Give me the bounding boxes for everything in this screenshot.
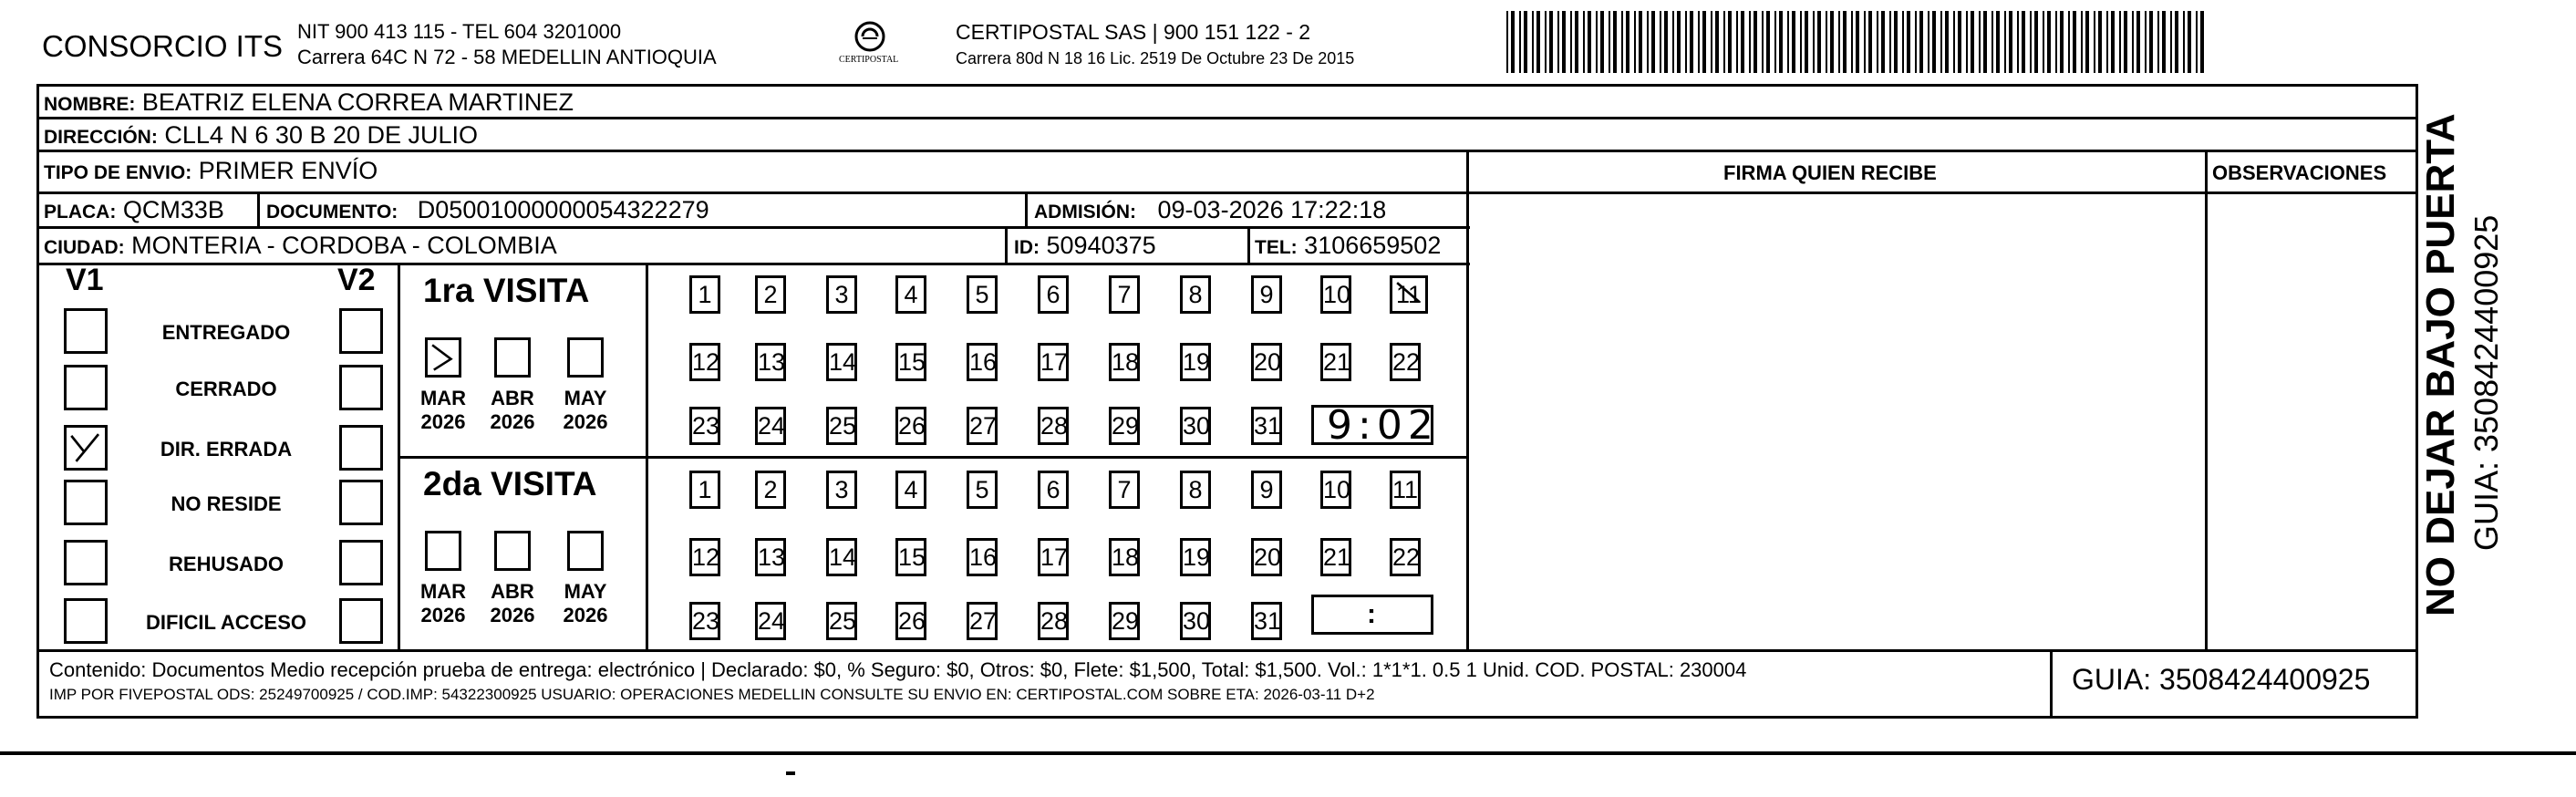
second-visit-month-checkbox[interactable] [567,531,604,571]
first-visit-day-box[interactable] [689,407,720,445]
first-visit-day-number: 9 [1259,281,1274,308]
second-visit-day-box[interactable] [1251,538,1282,576]
second-visit-day-box[interactable] [755,471,786,509]
tipo-row [44,155,378,189]
documento-row [266,194,709,228]
first-visit-day-box[interactable] [1180,275,1211,314]
first-visit-month-checkbox[interactable] [425,337,461,378]
first-visit-day-number: 6 [1046,281,1060,308]
first-visit-day-number: 10 [1323,281,1351,308]
second-visit-day-box[interactable] [895,538,926,576]
first-visit-day-number: 24 [758,412,786,440]
first-visit-day-box[interactable] [1109,275,1140,314]
tel-label: TEL: [1255,237,1298,258]
second-visit-day-box[interactable] [1038,538,1069,576]
second-visit-day-number: 13 [758,543,786,571]
first-visit-day-number: 18 [1112,348,1140,376]
second-visit-day-box[interactable] [1320,471,1351,509]
second-visit-month-checkbox[interactable] [494,531,531,571]
first-visit-day-box[interactable] [1180,407,1211,445]
second-visit-day-box[interactable] [967,471,998,509]
v1-checkbox[interactable] [64,425,108,471]
first-visit-day-box[interactable] [1251,407,1282,445]
second-visit-day-box[interactable] [967,538,998,576]
second-visit-title: 2da VISITA [423,465,597,502]
footer-contenido: Contenido: Documentos Medio recepción prueba de entrega: electrónico | Declarado: $0, % Seguro: $0, Otros: $0, Flete: $1,500, Total: $1,500. Vol.: 1*1*1. 0.5 1 Unid. COD. POSTAL: 230004 [49,658,1747,681]
first-visit-day-box[interactable] [755,407,786,445]
second-visit-day-number: 8 [1188,476,1203,503]
first-visit-month-label: MAY [564,387,607,409]
first-visit-day-number: 28 [1040,412,1069,440]
first-visit-day-box[interactable] [755,275,786,314]
first-visit-day-box[interactable] [1038,407,1069,445]
v1-checkbox[interactable] [64,365,108,410]
second-visit-day-number: 9 [1259,476,1274,503]
second-visit-day-number: 25 [829,607,857,635]
ciudad-value: MONTERIA - CORDOBA - COLOMBIA [131,232,557,259]
first-visit-day-box[interactable] [895,343,926,381]
second-visit-day-number: 3 [834,476,849,503]
observaciones-header: OBSERVACIONES [2212,161,2387,184]
id-label: ID: [1014,237,1040,258]
barcode [1505,11,2207,73]
second-visit-day-box[interactable] [895,602,926,640]
second-visit-day-number: 5 [975,476,989,503]
second-visit-month-checkbox[interactable] [425,531,461,571]
first-visit-day-number: 25 [829,412,857,440]
placa-row [44,194,224,228]
second-visit-day-box[interactable] [1038,602,1069,640]
second-visit-day-box[interactable] [689,538,720,576]
first-visit-day-box[interactable] [826,343,857,381]
second-visit-month-label: MAY [564,580,607,603]
second-visit-day-number: 7 [1117,476,1132,503]
first-visit-day-number: 31 [1254,412,1282,440]
reason-label: DIFICIL ACCESO [145,611,306,634]
reason-label: DIR. ERRADA [160,438,293,461]
second-visit-day-number: 12 [692,543,720,571]
reason-label: CERRADO [175,378,277,400]
second-visit-day-box[interactable] [689,471,720,509]
footer-guia: GUIA: 3508424400925 [2072,663,2371,696]
first-visit-day-box[interactable] [1109,343,1140,381]
nombre-row [44,87,574,120]
second-visit-day-number: 2 [763,476,778,503]
v2-checkbox[interactable] [339,308,383,354]
first-visit-day-number: 2 [763,281,778,308]
second-visit-day-box[interactable] [689,602,720,640]
first-visit-day-number: 7 [1117,281,1132,308]
first-visit-day-box[interactable] [755,343,786,381]
side-guia: GUIA: 3508424400925 [2467,214,2505,551]
second-visit-day-box[interactable] [1251,471,1282,509]
second-visit-day-box[interactable] [755,602,786,640]
tel-row [1255,230,1441,264]
first-visit-day-number: 19 [1183,348,1211,376]
second-visit-day-box[interactable] [1390,471,1421,509]
second-visit-day-number: 23 [692,607,720,635]
second-visit-day-box[interactable] [1109,602,1140,640]
second-visit-month-label: ABR [491,580,534,603]
second-visit-time: : [1367,599,1376,629]
admision-row [1034,194,1386,228]
second-visit-day-box[interactable] [826,538,857,576]
side-warning: NO DEJAR BAJO PUERTA [2418,113,2463,616]
second-visit-day-number: 16 [969,543,998,571]
placa-value: QCM33B [122,196,224,223]
first-visit-day-number: 21 [1323,348,1351,376]
second-visit-day-box[interactable] [1251,602,1282,640]
second-visit-day-number: 24 [758,607,786,635]
first-visit-day-number: 22 [1392,348,1421,376]
second-visit-day-box[interactable] [755,538,786,576]
first-visit-day-box[interactable] [895,275,926,314]
v1-checkbox[interactable] [64,308,108,354]
logo-text: CERTIPOSTAL [839,55,899,65]
first-visit-day-box[interactable] [1038,343,1069,381]
first-visit-month-checkbox[interactable] [494,337,531,378]
v1-label: V1 [66,263,104,297]
documento-value: D05001000000054322279 [417,196,709,223]
second-visit-day-number: 18 [1112,543,1140,571]
second-visit-day-box[interactable] [895,471,926,509]
first-visit-day-box[interactable] [1320,343,1351,381]
first-visit-day-number: 15 [898,348,926,376]
second-visit-day-box[interactable] [1180,602,1211,640]
first-visit-day-number: 30 [1183,412,1211,440]
tipo-value: PRIMER ENVÍO [198,157,378,184]
second-visit-day-box[interactable] [826,602,857,640]
admision-value: 09-03-2026 17:22:18 [1157,196,1387,223]
first-visit-day-box[interactable] [1320,275,1351,314]
footer-imp: IMP POR FIVEPOSTAL ODS: 25249700925 / COD.IMP: 54322300925 USUARIO: OPERACIONES MEDELLIN CONSULTE SU ENVIO EN: CERTIPOSTAL.COM SOBRE ETA: 2026-03-11 D+2 [49,686,1375,703]
second-visit-day-box[interactable] [1109,471,1140,509]
form-frame [36,84,2418,719]
second-visit-day-number: 28 [1040,607,1069,635]
first-visit-month-checkbox[interactable] [567,337,604,378]
carrier-name: CERTIPOSTAL SAS | 900 151 122 - 2 [956,20,1311,44]
v2-checkbox[interactable] [339,598,383,644]
first-visit-day-box[interactable] [689,275,720,314]
second-visit-year-label: 2026 [563,604,608,626]
second-visit-year-label: 2026 [490,604,535,626]
first-visit-month-label: ABR [491,387,534,409]
ciudad-row [44,230,557,264]
v1-checkbox[interactable] [64,480,108,525]
first-visit-day-number: 14 [829,348,857,376]
first-visit-day-number: 12 [692,348,720,376]
second-visit-month-label: MAR [419,580,467,603]
first-visit-day-number: 13 [758,348,786,376]
placa-label: PLACA: [44,202,117,223]
first-visit-day-number: 5 [975,281,989,308]
second-visit-day-number: 21 [1323,543,1351,571]
first-visit-day-number: 23 [692,412,720,440]
first-visit-day-box[interactable] [967,407,998,445]
second-visit-day-number: 6 [1046,476,1060,503]
documento-label: DOCUMENTO: [266,202,398,223]
second-visit-day-number: 10 [1323,476,1351,503]
first-visit-month-label: MAR [419,387,467,409]
reason-label: NO RESIDE [171,492,282,515]
first-visit-day-number: 1 [698,281,712,308]
first-visit-day-box[interactable] [1390,343,1421,381]
second-visit-day-number: 31 [1254,607,1282,635]
second-visit-day-number: 19 [1183,543,1211,571]
second-visit-day-number: 14 [829,543,857,571]
second-visit-day-box[interactable] [1320,538,1351,576]
first-visit-day-box[interactable] [1251,275,1282,314]
first-visit-title: 1ra VISITA [423,272,590,309]
company-address: Carrera 64C N 72 - 58 MEDELLIN ANTIOQUIA [297,46,717,68]
first-visit-day-box[interactable] [826,407,857,445]
first-visit-day-number: 3 [834,281,849,308]
first-visit-day-box[interactable] [1109,407,1140,445]
second-visit-day-box[interactable] [967,602,998,640]
second-visit-day-number: 4 [904,476,918,503]
first-visit-day-box[interactable] [826,275,857,314]
second-visit-day-number: 22 [1392,543,1421,571]
first-visit-day-number: 17 [1040,348,1069,376]
v2-checkbox[interactable] [339,540,383,585]
first-visit-day-box[interactable] [967,275,998,314]
first-visit-day-box[interactable] [967,343,998,381]
first-visit-day-number: 26 [898,412,926,440]
v1-checkbox[interactable] [64,598,108,644]
nombre-value: BEATRIZ ELENA CORREA MARTINEZ [141,88,574,116]
direccion-value: CLL4 N 6 30 B 20 DE JULIO [164,121,479,149]
v1-checkbox[interactable] [64,540,108,585]
admision-label: ADMISIÓN: [1034,202,1136,223]
first-visit-day-box[interactable] [1038,275,1069,314]
first-visit-time: 9:02 [1327,402,1439,449]
ciudad-label: CIUDAD: [44,237,125,258]
reason-label: ENTREGADO [161,321,291,344]
first-visit-day-box[interactable] [1180,343,1211,381]
second-visit-day-number: 29 [1112,607,1140,635]
second-visit-time-box[interactable] [1311,595,1433,635]
first-visit-year-label: 2026 [490,410,535,433]
company-name: CONSORCIO ITS [42,29,284,63]
second-visit-day-box[interactable] [1390,538,1421,576]
first-visit-day-number: 4 [904,281,918,308]
first-visit-day-number: 20 [1254,348,1282,376]
v2-label: V2 [337,263,376,297]
first-visit-day-number: 16 [969,348,998,376]
sheet-bottom-edge [0,751,2576,755]
second-visit-day-box[interactable] [1180,471,1211,509]
first-visit-year-label: 2026 [420,410,466,433]
first-visit-day-number: 29 [1112,412,1140,440]
first-visit-day-number: 27 [969,412,998,440]
company-nit: NIT 900 413 115 - TEL 604 3201000 [297,20,622,43]
second-visit-day-number: 17 [1040,543,1069,571]
id-row [1014,230,1156,264]
second-visit-day-number: 11 [1392,476,1419,503]
second-visit-day-number: 1 [698,476,712,503]
nombre-label: NOMBRE: [44,94,136,115]
firma-header: FIRMA QUIEN RECIBE [1723,161,1937,184]
second-visit-day-number: 27 [969,607,998,635]
carrier-address: Carrera 80d N 18 16 Lic. 2519 De Octubre 23 De 2015 [956,49,1355,67]
second-visit-day-number: 15 [898,543,926,571]
tipo-label: TIPO DE ENVIO: [44,162,192,183]
first-visit-day-box[interactable] [895,407,926,445]
first-visit-day-number: 11 [1395,281,1422,308]
v2-checkbox[interactable] [339,365,383,410]
first-visit-day-number: 8 [1188,281,1203,308]
direccion-row [44,119,478,153]
second-visit-day-box[interactable] [1038,471,1069,509]
first-visit-day-box[interactable] [1390,275,1428,314]
second-visit-day-number: 26 [898,607,926,635]
first-visit-year-label: 2026 [563,410,608,433]
v2-checkbox[interactable] [339,480,383,525]
second-visit-day-box[interactable] [826,471,857,509]
reason-label: REHUSADO [169,553,284,575]
direccion-label: DIRECCIÓN: [44,127,158,148]
tel-value: 3106659502 [1304,232,1442,259]
second-visit-year-label: 2026 [420,604,466,626]
v2-checkbox[interactable] [339,425,383,471]
second-visit-day-number: 30 [1183,607,1211,635]
first-visit-time-box[interactable] [1311,402,1439,449]
second-visit-day-box[interactable] [1180,538,1211,576]
id-value: 50940375 [1046,232,1156,259]
second-visit-day-box[interactable] [1109,538,1140,576]
stray-mark [786,771,795,775]
second-visit-day-number: 20 [1254,543,1282,571]
first-visit-day-box[interactable] [1251,343,1282,381]
certipostal-logo [832,18,908,73]
first-visit-day-box[interactable] [689,343,720,381]
